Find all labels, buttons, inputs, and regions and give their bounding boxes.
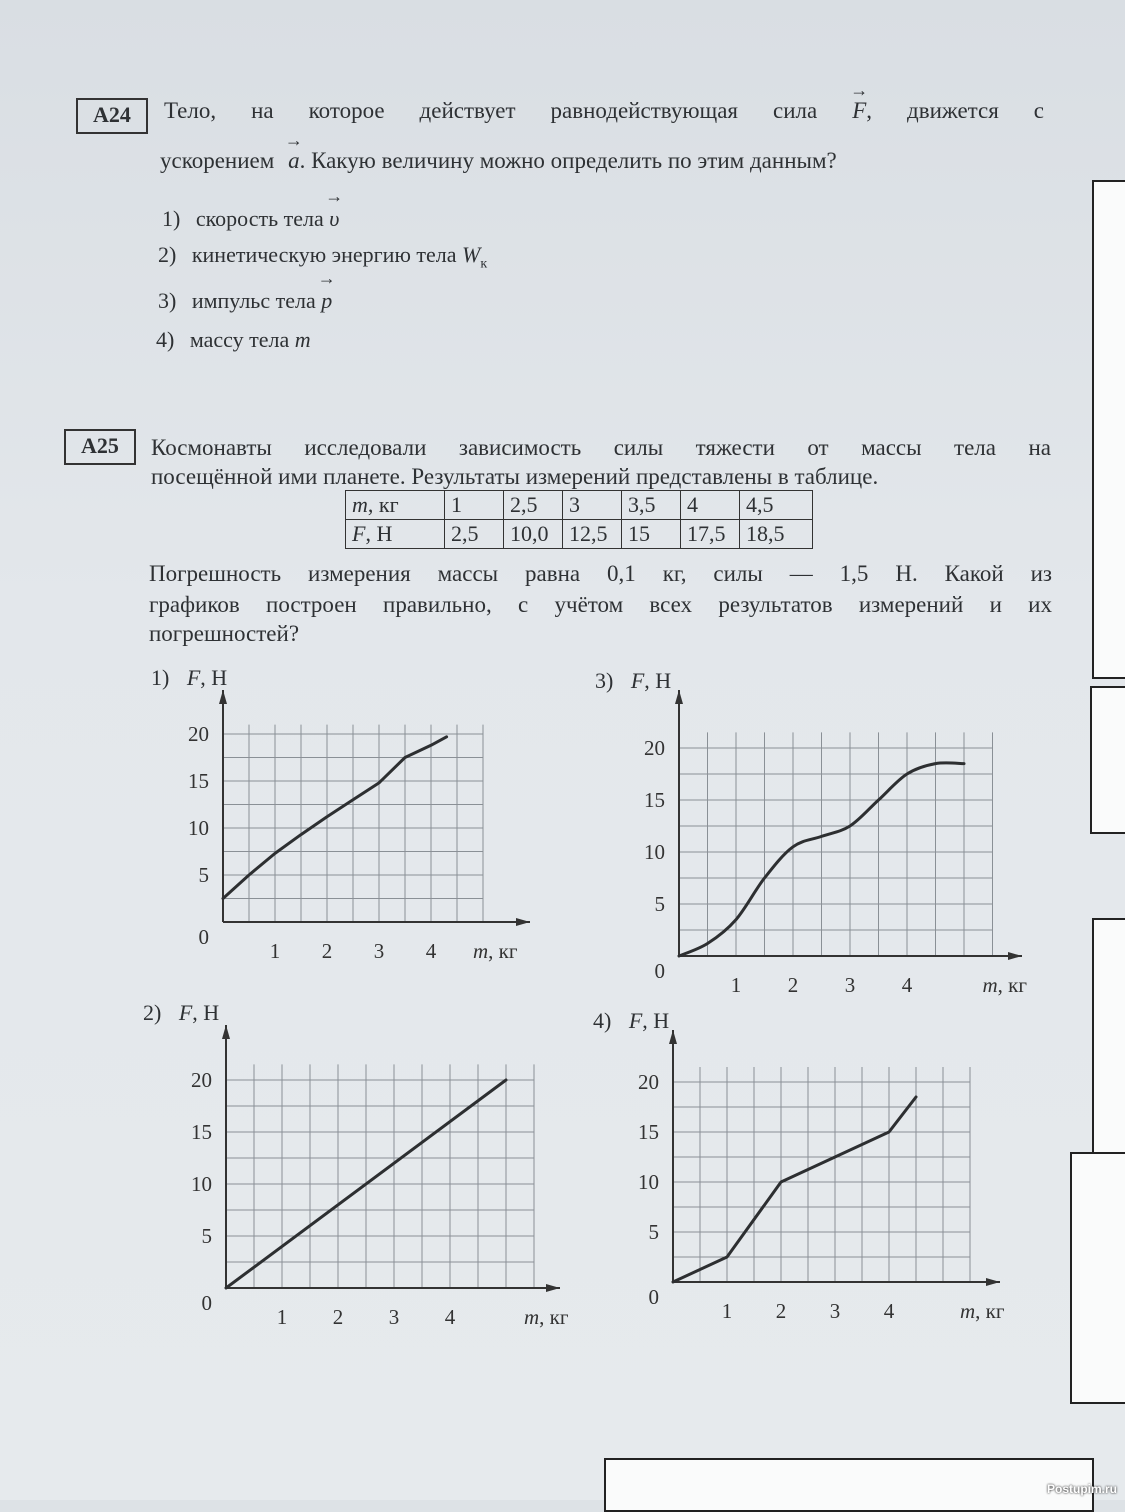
y-tick-label: 5 <box>654 892 665 916</box>
a24-line2-end: . Какую величину можно определить по этим данным? <box>299 148 837 173</box>
energy-symbol: W <box>462 242 481 267</box>
table-cell: 17,5 <box>681 520 740 549</box>
x-tick-label: 3 <box>373 939 385 963</box>
y-tick-label: 0 <box>648 1285 659 1309</box>
watermark: Postupim.ru <box>1046 1482 1117 1496</box>
x-axis-label: m, кг <box>982 973 1027 997</box>
table-cell: 3,5 <box>622 491 681 520</box>
y-tick-label: 20 <box>644 736 665 760</box>
a24-line1-text: Тело, на которое действует равнодействующая сила <box>164 98 818 123</box>
y-tick-label: 15 <box>191 1120 212 1144</box>
a25-error-line1: Погрешность измерения массы равна 0,1 кг, силы — 1,5 Н. Какой из <box>149 561 1052 586</box>
y-axis-arrow <box>669 1030 677 1044</box>
y-tick-label: 20 <box>191 1068 212 1092</box>
y-tick-label: 10 <box>188 816 209 840</box>
momentum-vector-symbol: → p <box>321 288 332 314</box>
x-axis-label: m, кг <box>473 939 518 963</box>
x-tick-label: 1 <box>269 939 281 963</box>
question-a25-intro-line1: Космонавты исследовали зависимость силы тяжести от массы тела на <box>151 435 1051 460</box>
velocity-vector-symbol: → υ <box>329 206 339 232</box>
option-number: 4) <box>156 327 175 352</box>
x-tick-label: 2 <box>775 1299 787 1323</box>
y-tick-label: 15 <box>644 788 665 812</box>
option-number: 1) <box>162 206 181 231</box>
x-tick-label: 4 <box>444 1305 456 1329</box>
option-number: 3) <box>158 288 177 313</box>
a25-error-line3: погрешностей? <box>149 621 300 646</box>
x-tick-label: 3 <box>388 1305 400 1329</box>
graph3-label[interactable]: 3) F, Н <box>595 668 672 693</box>
graph4-label[interactable]: 4) F, Н <box>593 1008 670 1033</box>
option-text: кинетическую энергию тела <box>191 242 457 267</box>
x-axis-arrow <box>986 1278 1000 1286</box>
series-line <box>673 1097 916 1282</box>
question-a24-number: A24 <box>76 98 148 134</box>
option-text: массу тела <box>189 327 290 352</box>
y-tick-label: 20 <box>638 1070 659 1094</box>
answer-sheet-edge <box>1092 918 1125 1162</box>
mass-symbol: m <box>294 327 311 352</box>
graph1-label[interactable]: 1) F, Н <box>151 665 228 690</box>
table-cell: 2,5 <box>445 520 504 549</box>
y-tick-label: 0 <box>198 925 209 949</box>
a24-line1-end: , движется с <box>866 98 1044 123</box>
table-cell: 4,5 <box>740 491 813 520</box>
table-header-mass: m, кг <box>346 491 445 520</box>
x-tick-label: 2 <box>787 973 799 997</box>
x-tick-label: 2 <box>321 939 333 963</box>
answer-sheet-edge <box>1090 686 1125 834</box>
table-cell: 10,0 <box>504 520 563 549</box>
x-tick-label: 1 <box>721 1299 733 1323</box>
y-tick-label: 5 <box>648 1220 659 1244</box>
graph2-label[interactable]: 2) F, Н <box>143 1000 220 1025</box>
x-tick-label: 1 <box>730 973 742 997</box>
a24-line2-start: ускорением <box>160 148 275 173</box>
question-a25-intro-line2: посещённой ими планете. Результаты измерений представлены в таблице. <box>151 464 879 489</box>
y-tick-label: 15 <box>188 769 209 793</box>
table-cell: 2,5 <box>504 491 563 520</box>
y-tick-label: 0 <box>201 1291 212 1315</box>
x-tick-label: 4 <box>883 1299 895 1323</box>
x-axis-label: m, кг <box>524 1305 569 1329</box>
table-cell: 3 <box>563 491 622 520</box>
x-tick-label: 4 <box>901 973 913 997</box>
x-tick-label: 2 <box>332 1305 344 1329</box>
option-text: скорость тела <box>195 206 324 231</box>
x-tick-label: 4 <box>425 939 437 963</box>
option-text: импульс тела <box>191 288 316 313</box>
question-a25-number: A25 <box>64 429 136 465</box>
x-tick-label: 3 <box>844 973 856 997</box>
table-cell: 1 <box>445 491 504 520</box>
y-tick-label: 5 <box>198 863 209 887</box>
table-cell: 12,5 <box>563 520 622 549</box>
x-axis-label: m, кг <box>960 1299 1005 1323</box>
answer-sheet-edge <box>1070 1152 1125 1404</box>
answer-sheet-edge <box>1092 180 1125 679</box>
y-tick-label: 5 <box>201 1224 212 1248</box>
x-tick-label: 1 <box>276 1305 288 1329</box>
y-tick-label: 10 <box>191 1172 212 1196</box>
force-vector-symbol: → F <box>852 95 866 126</box>
y-tick-label: 10 <box>638 1170 659 1194</box>
table-header-force: F, Н <box>346 520 445 549</box>
table-cell: 18,5 <box>740 520 813 549</box>
y-tick-label: 10 <box>644 840 665 864</box>
accel-vector-symbol: → a <box>288 145 300 176</box>
answer-sheet-edge <box>604 1458 1094 1512</box>
y-tick-label: 15 <box>638 1120 659 1144</box>
a25-error-line2: графиков построен правильно, с учётом всех результатов измерений и их <box>149 592 1052 617</box>
y-tick-label: 0 <box>654 959 665 983</box>
x-tick-label: 3 <box>829 1299 841 1323</box>
table-cell: 15 <box>622 520 681 549</box>
table-cell: 4 <box>681 491 740 520</box>
option-number: 2) <box>158 242 177 267</box>
energy-subscript: к <box>480 256 488 272</box>
y-tick-label: 20 <box>188 722 209 746</box>
